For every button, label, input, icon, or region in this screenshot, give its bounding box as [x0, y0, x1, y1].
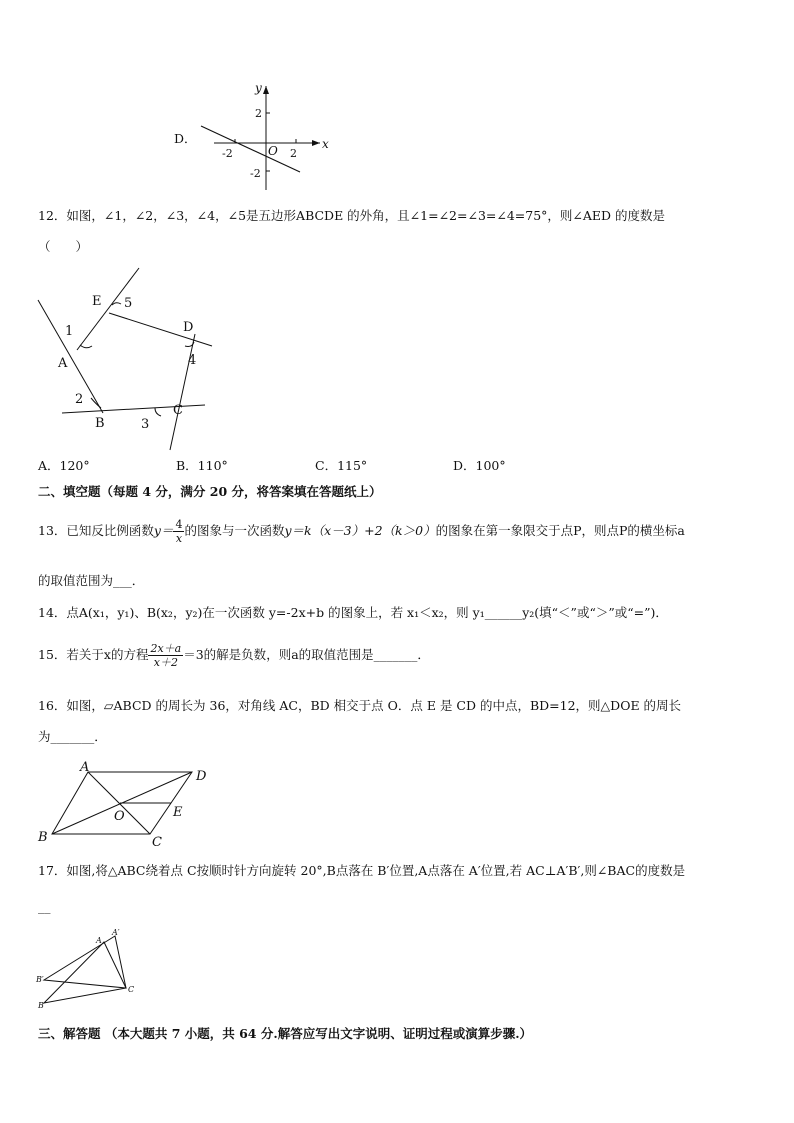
- q13-formula: y＝k（x－3）+2（k＞0）: [284, 523, 436, 538]
- center-o: O: [114, 809, 125, 824]
- q13-frac-num: 4: [175, 518, 183, 531]
- tick-label-yneg2: -2: [250, 167, 261, 180]
- q12-option-c: C．115°: [315, 458, 368, 473]
- q13-frac-den: x: [175, 532, 183, 545]
- vertex-a: A: [58, 356, 68, 371]
- q13-y-eq: y＝: [153, 523, 174, 538]
- angle-3-label: 3: [141, 417, 150, 432]
- q16-line2: 为_______．: [38, 729, 107, 744]
- q12-paren: （ ）: [38, 239, 89, 254]
- tick-label-x2: 2: [290, 147, 297, 160]
- q15-frac-den: x＋2: [153, 656, 178, 669]
- vertex-a: A: [80, 760, 90, 775]
- angle-1-label: 1: [65, 324, 74, 339]
- tick-label-y2: 2: [255, 107, 262, 120]
- angle-5-label: 5: [124, 296, 133, 311]
- q13-mid: 的图象与一次函数: [184, 523, 285, 538]
- vertex-a-prime: A′: [112, 928, 120, 937]
- q14-text: 14．点A(x₁，y₁)、B(x₂，y₂)在一次函数 y=-2x+b 的图象上，若 x₁＜x₂，则 y₁______y₂(填“＜”或“＞”或“=”)．: [38, 605, 668, 620]
- vertex-c: C: [128, 985, 135, 994]
- midpoint-e: E: [173, 805, 183, 820]
- y-label: y: [255, 81, 262, 95]
- vertex-b: B: [38, 830, 48, 845]
- q11-option-d-label: D．: [174, 131, 197, 146]
- q13-prefix: 13．已知反比例函数: [38, 523, 154, 538]
- angle-4-label: 4: [188, 353, 197, 368]
- q12-option-a: A．120°: [38, 458, 90, 473]
- vertex-c: C: [152, 835, 162, 850]
- tick-label-xneg2: -2: [222, 147, 233, 160]
- q12-option-b: B．110°: [176, 458, 228, 473]
- vertex-b: B: [95, 416, 105, 431]
- q17-line1: 17．如图,将△ABC绕着点 C按顺时针方向旋转 20°,B点落在 B′位置,A点落在 A′位置,若 AC⊥A′B′,则∠BAC的度数是: [38, 863, 686, 878]
- origin-label: O: [268, 144, 278, 158]
- vertex-d: D: [196, 769, 207, 784]
- vertex-e: E: [92, 294, 102, 309]
- section-2-heading: 二、填空题（每题 4 分，满分 20 分，将答案填在答题纸上）: [38, 484, 382, 499]
- section-3-heading: 三、解答题 （本大题共 7 小题，共 64 分.解答应写出文字说明、证明过程或演算步骤.）: [38, 1026, 533, 1041]
- q16-line1: 16．如图，▱ABCD 的周长为 36，对角线 AC，BD 相交于点 O．点 E 是 CD 的中点，BD=12，则△DOE 的周长: [38, 698, 682, 713]
- vertex-d: D: [183, 320, 194, 335]
- vertex-c: C: [173, 403, 183, 418]
- angle-2-label: 2: [75, 392, 84, 407]
- q13-suffix: 的图象在第一象限交于点P，则点P的横坐标a: [435, 523, 685, 538]
- vertex-b-prime: B′: [36, 975, 44, 984]
- q15-frac-num: 2x＋a: [150, 642, 182, 655]
- vertex-a: A: [96, 936, 102, 945]
- q13-line2: 的取值范围为___．: [38, 573, 145, 588]
- vertex-b: B: [38, 1001, 44, 1010]
- x-label: x: [322, 137, 329, 151]
- q15-prefix: 15．若关于x的方程: [38, 647, 149, 662]
- q15-suffix: ＝3的解是负数，则a的取值范围是_______．: [183, 647, 430, 662]
- q12-text: 12．如图，∠1，∠2，∠3，∠4，∠5是五边形ABCDE 的外角，且∠1=∠2=∠3=∠4=75°，则∠AED 的度数是: [38, 208, 666, 223]
- q12-option-d: D．100°: [453, 458, 506, 473]
- q17-line2: __: [38, 899, 51, 914]
